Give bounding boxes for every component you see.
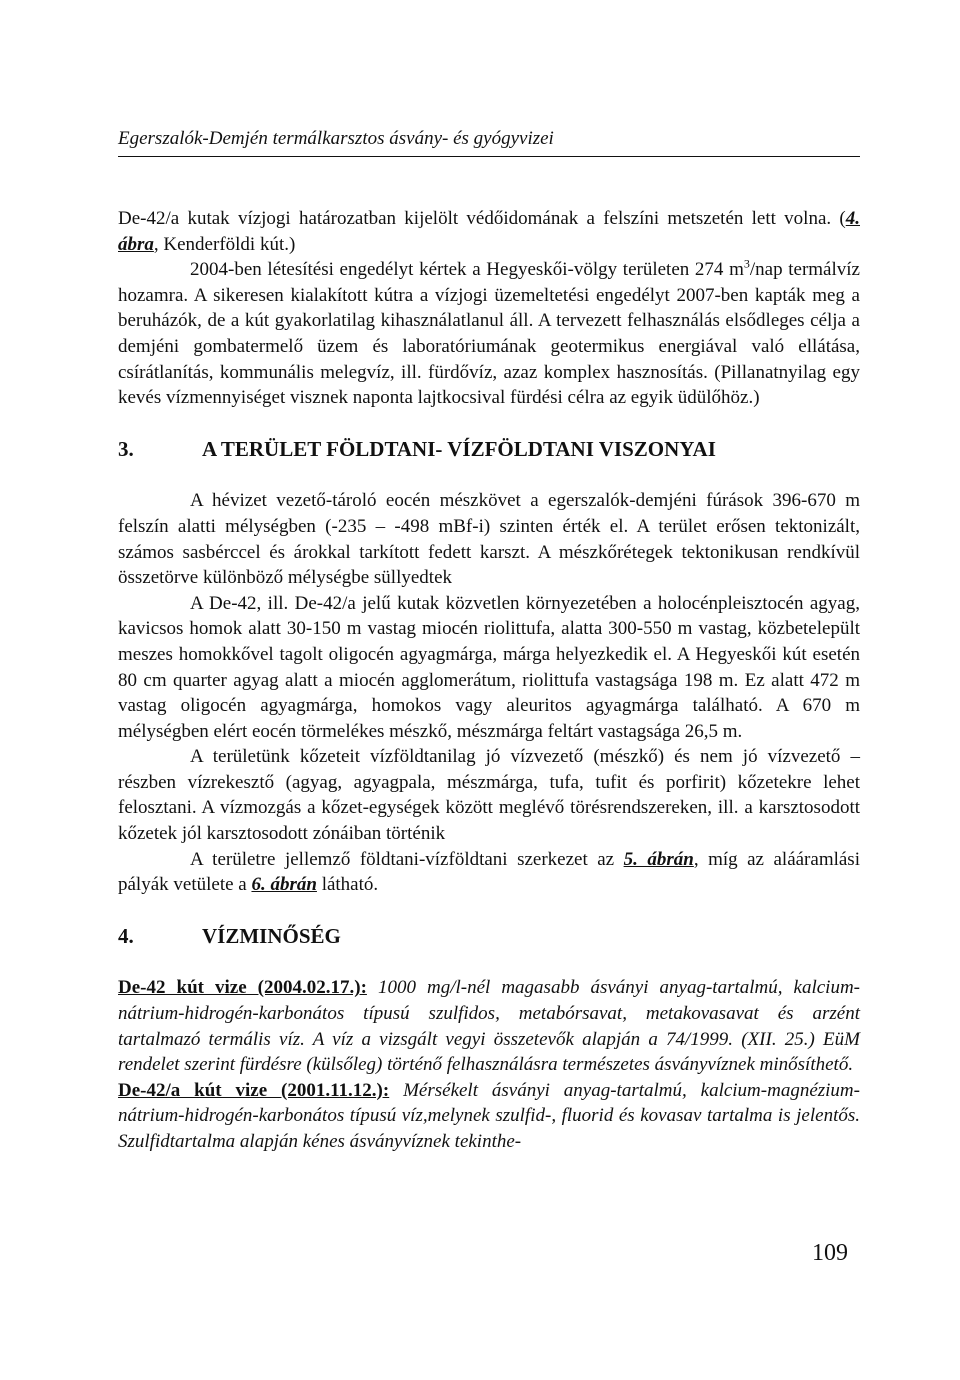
paragraph-2: [118, 257, 860, 411]
paragraph-7: [118, 975, 860, 1077]
header-title: Egerszalók-Demjén termálkarsztos ásvány- és gyógyvizei: [118, 128, 554, 149]
section-3-title: A TERÜLET FÖLDTANI- VÍZFÖLDTANI VISZONYAI: [202, 436, 716, 461]
de-42-water-text: 1000 mg/l-nél magasabb ásványi anyag-tartalmú, kalcium-nátrium-hidrogén-karbonátos típusú szulfidos, metabórsavat, metakovasavat és arzént tartalmazó termális víz. A víz a vizsgált vegyi összetevők alapján a 74/1999. (XII. 25.) EüM rendelet szerint fürdésre (külsőleg) történő felhasználásra természetes ásványvíznek minősíthető.: [118, 977, 861, 1076]
figure-5-reference[interactable]: 5. ábrán: [623, 848, 694, 870]
figure-4-reference[interactable]: 4. ábra: [118, 208, 860, 255]
body-text: [118, 206, 860, 1155]
section-4-number: 4.: [118, 923, 134, 948]
section-4-title: VÍZMINŐSÉG: [202, 923, 341, 948]
running-header: [118, 128, 860, 157]
superscript-3: 3: [743, 256, 750, 271]
section-3-number: 3.: [118, 436, 134, 461]
paragraph-6: [118, 847, 860, 898]
paragraph-1: [118, 206, 860, 257]
section-3-heading: [118, 437, 860, 463]
paragraph-3: A hévizet vezető-tároló eocén mészkövet a egerszalók-demjéni fúrások 396-670 m felszín alatti mélységben (-235 – -498 mBf-i) szinten érték el. A terület erősen tektonizált, számos sasbérccel és árokkal tarkított fedett karszt. A mészkőrétegek tektonikusan rendkívül összetörve különböző mélységbe süllyedtek: [118, 490, 860, 589]
de-42a-water-text: Mérsékelt ásványi anyag-tartalmú, kalcium-magnézium-nátrium-hidrogén-karbonátos típusú víz,melynek szulfid-, fluorid és kovasav tartalma is jelentős. Szulfidtartalma alapján kénes ásványvíznek tekinthe-: [118, 1079, 860, 1152]
figure-6-reference[interactable]: 6. ábrán: [251, 874, 317, 896]
paragraph-4: A De-42, ill. De-42/a jelű kutak közvetlen környezetében a holocénpleisztocén agyag, kavicsos homok alatt 30-150 m vastag miocén riolittufa, alatta 300-550 m vastag, közbetelepült meszes homokkővel tagolt oligocén agyagmárga, márga helyezkedik el. A Hegyeskői kút esetén 80 cm quarter agyag alatt a miocén agglomerátum, riolittufa vastagsága 198 m. Ez alatt 472 m vastag oligocén agyagmárga, homokos vagy aleuritos agyagmárga található. A 670 m mélységben elért eocén törmelékes mészkő, mészmárga feltárt vastagsága 26,5 m.: [118, 592, 860, 742]
paragraph-6-text-c: látható.: [316, 874, 379, 896]
paragraph-1-text-a: De-42/a kutak vízjogi határozatban kijelölt védőidomának a felszíni metszetén lett volna. (: [118, 208, 846, 229]
page-number: 109: [812, 1240, 848, 1266]
paragraph-2-text-a: 2004-ben létesítési engedélyt kértek a Hegyeskői-völgy területen 274 m: [190, 259, 744, 281]
paragraph-1-text-b: , Kenderföldi kút.): [153, 233, 296, 255]
de-42-water-label: De-42 kút vize (2004.02.17.):: [118, 977, 367, 999]
paragraph-5: A területünk kőzeteit vízföldtanilag jó vízvezető (mészkő) és nem jó vízvezető – részben vízrekesztő (agyag, agyagpala, mészmárga, tufa, tufit és porfirit) kőzetekre lehet felosztani. A vízmozgás a kőzet-egységek között meglévő törésrendszereken, ill. a karsztosodott kőzetek jól karsztosodott zónáiban történik: [118, 746, 860, 845]
de-42a-water-label: De-42/a kút vize (2001.11.12.):: [118, 1079, 390, 1101]
paragraph-6-text-b: , míg az alááramlási pályák vetülete a: [118, 848, 860, 896]
paragraph-2-text-b: /nap termálvíz hozamra. A sikeresen kialakított kútra a vízjogi üzemeltetési engedélyt 2007-ben kapták meg a beruházók, de a kút gyakorlatilag kihasználatlanul áll. A tervezett felhasználás elsődleges célja a demjéni gombatermelő üzem és laboratóriumának geotermikus energiával való ellátása, csírátlanítás, kommunális melegvíz, ill. fürdővíz, azaz komplex hasznosítás. (Pillanatnyilag egy kevés vízmennyiséget visznek naponta lajtkocsival fürdési célra az egyik üdülőhöz.): [118, 259, 860, 409]
paragraph-6-text-a: A területre jellemző földtani-vízföldtani szerkezet az: [190, 848, 624, 870]
paragraph-8: [118, 1078, 860, 1155]
section-4-heading: [118, 924, 860, 950]
